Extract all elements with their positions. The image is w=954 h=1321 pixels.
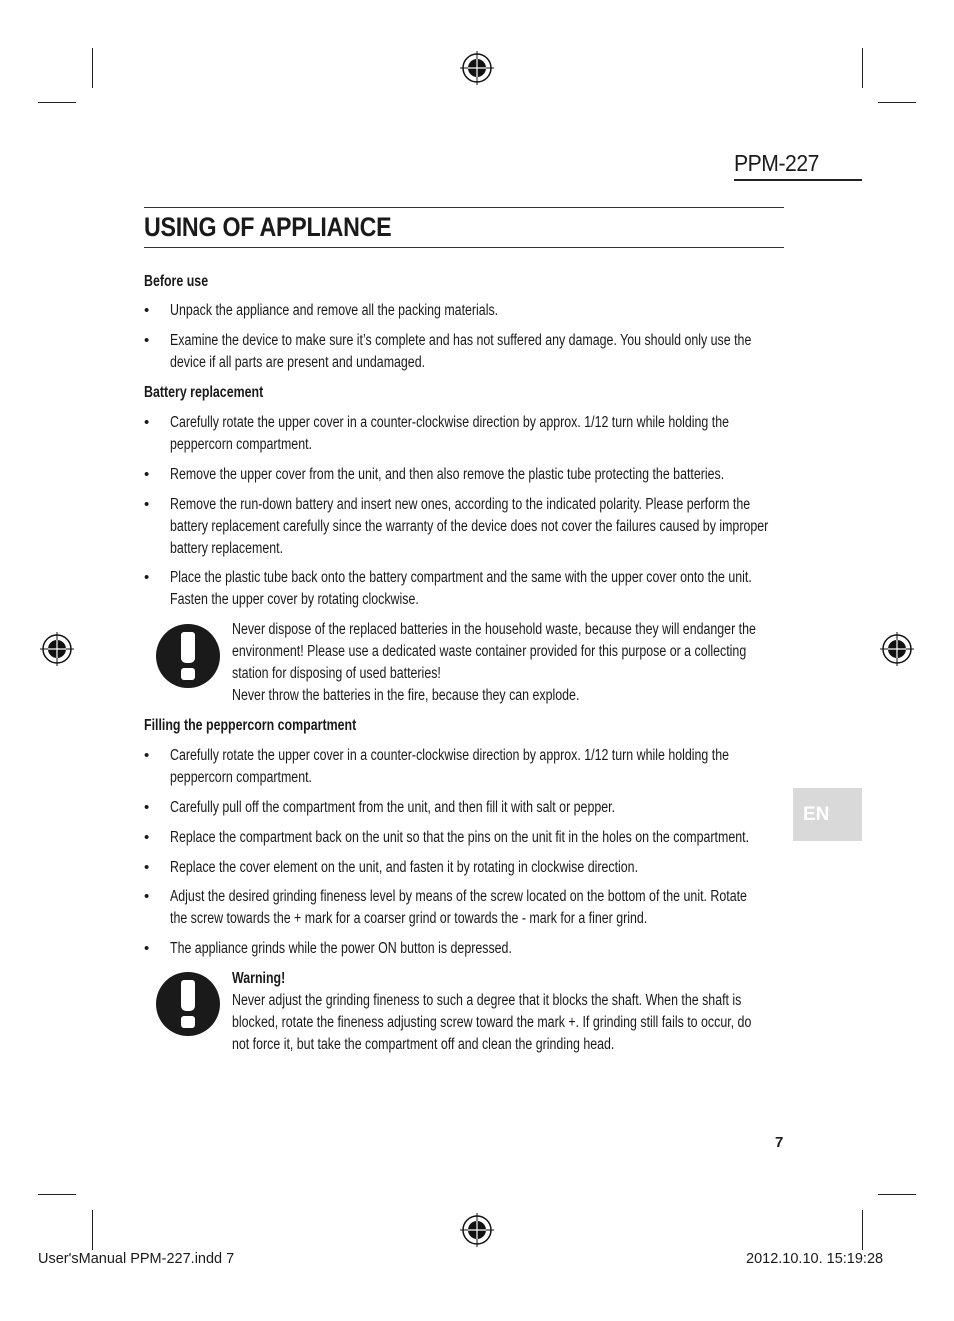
title-rule <box>144 247 784 248</box>
crop-mark <box>92 48 93 88</box>
list-item <box>170 745 729 789</box>
language-tab <box>793 788 862 841</box>
list-item-line: Remove the upper cover from the unit, and then also remove the plastic tube protecting the batteries. <box>170 466 725 483</box>
list-item-line: the screw towards the + mark for a coarser grind or towards the - mark for a finer grind. <box>170 910 648 927</box>
bullet: • <box>144 496 150 513</box>
list-item-line: The appliance grinds while the power ON button is depressed. <box>170 940 512 957</box>
grinding-warning-note <box>232 968 751 1056</box>
list-item-line: battery replacement carefully since the warranty of the device does not cover the failures caused by improper <box>170 518 769 535</box>
list-item <box>170 300 498 322</box>
warning-title: Warning! <box>232 970 286 987</box>
warning-exclamation-icon <box>156 972 220 1036</box>
list-item-line: Carefully rotate the upper cover in a counter-clockwise direction by approx. 1/12 turn while holding the <box>170 747 729 764</box>
section-title: USING OF APPLIANCE <box>144 212 392 242</box>
list-item-line: Remove the run-down battery and insert new ones, according to the indicated polarity. Please perform the <box>170 496 751 513</box>
footer-timestamp: 2012.10.10. 15:19:28 <box>746 1251 884 1267</box>
bullet: • <box>144 302 150 319</box>
footer-file-info: User'sManual PPM-227.indd 7 <box>38 1251 235 1267</box>
list-item-line: Place the plastic tube back onto the battery compartment and the same with the upper cover onto the unit. <box>170 569 752 586</box>
warning-line: not force it, but take the compartment off and clean the grinding head. <box>232 1036 615 1053</box>
model-name: PPM-227 <box>734 150 819 176</box>
list-item-line: Unpack the appliance and remove all the packing materials. <box>170 302 499 319</box>
list-item-line: Carefully pull off the compartment from the unit, and then fill it with salt or pepper. <box>170 799 616 816</box>
bullet: • <box>144 940 150 957</box>
warning-exclamation-icon <box>156 624 220 688</box>
list-item-line: device if all parts are present and undamaged. <box>170 354 426 371</box>
list-item-line: Replace the compartment back on the unit so that the pins on the unit fit in the holes on the compartment. <box>170 829 750 846</box>
bullet: • <box>144 332 150 349</box>
list-item <box>170 412 729 456</box>
list-item-line: peppercorn compartment. <box>170 769 312 786</box>
warning-line: blocked, rotate the fineness adjusting screw toward the mark +. If grinding still fails to occur, do <box>232 1014 752 1031</box>
crop-mark <box>38 1194 76 1195</box>
registration-mark-icon <box>880 632 914 666</box>
list-item <box>170 464 724 486</box>
list-item <box>170 857 638 879</box>
warning-line: station for disposing of used batteries! <box>232 665 441 682</box>
crop-mark <box>38 102 76 103</box>
list-item <box>170 827 749 849</box>
registration-mark-icon <box>460 1213 494 1247</box>
list-item <box>170 938 512 960</box>
bullet: • <box>144 888 150 905</box>
battery-warning-note <box>232 619 756 707</box>
list-item-line: Adjust the desired grinding fineness level by means of the screw located on the bottom of the unit. Rotate <box>170 888 747 905</box>
bullet: • <box>144 799 150 816</box>
crop-mark <box>862 1210 863 1250</box>
crop-mark <box>862 48 863 88</box>
heading-filling-compartment: Filling the peppercorn compartment <box>144 717 357 734</box>
list-item-line: Fasten the upper cover by rotating clockwise. <box>170 591 419 608</box>
list-item-line: Examine the device to make sure it’s complete and has not suffered any damage. You should only use the <box>170 332 752 349</box>
list-item <box>170 330 751 374</box>
warning-line: Never dispose of the replaced batteries in the household waste, because they will endanger the <box>232 621 756 638</box>
bullet: • <box>144 859 150 876</box>
list-item-line: battery replacement. <box>170 540 284 557</box>
warning-line: Never adjust the grinding fineness to such a degree that it blocks the shaft. When the shaft is <box>232 992 742 1009</box>
bullet: • <box>144 466 150 483</box>
bullet: • <box>144 747 150 764</box>
list-item-line: Carefully rotate the upper cover in a counter-clockwise direction by approx. 1/12 turn while holding the <box>170 414 729 431</box>
list-item <box>170 567 752 611</box>
registration-mark-icon <box>40 632 74 666</box>
language-tab-label: EN <box>803 804 830 825</box>
bullet: • <box>144 414 150 431</box>
crop-mark <box>878 1194 916 1195</box>
bullet: • <box>144 569 150 586</box>
registration-mark-icon <box>460 51 494 85</box>
heading-battery-replacement: Battery replacement <box>144 384 264 401</box>
model-underline <box>734 179 862 181</box>
list-item <box>170 886 747 930</box>
list-item-line: peppercorn compartment. <box>170 436 312 453</box>
bullet: • <box>144 829 150 846</box>
page-number: 7 <box>775 1134 784 1151</box>
list-item <box>170 494 768 560</box>
warning-line: Never throw the batteries in the fire, because they can explode. <box>232 687 580 704</box>
list-item-line: Replace the cover element on the unit, and fasten it by rotating in clockwise direction. <box>170 859 639 876</box>
crop-mark <box>878 102 916 103</box>
crop-mark <box>92 1210 93 1250</box>
warning-line: environment! Please use a dedicated waste container provided for this purpose or a collecting <box>232 643 747 660</box>
heading-before-use: Before use <box>144 273 209 290</box>
title-rule <box>144 207 784 208</box>
list-item <box>170 797 615 819</box>
